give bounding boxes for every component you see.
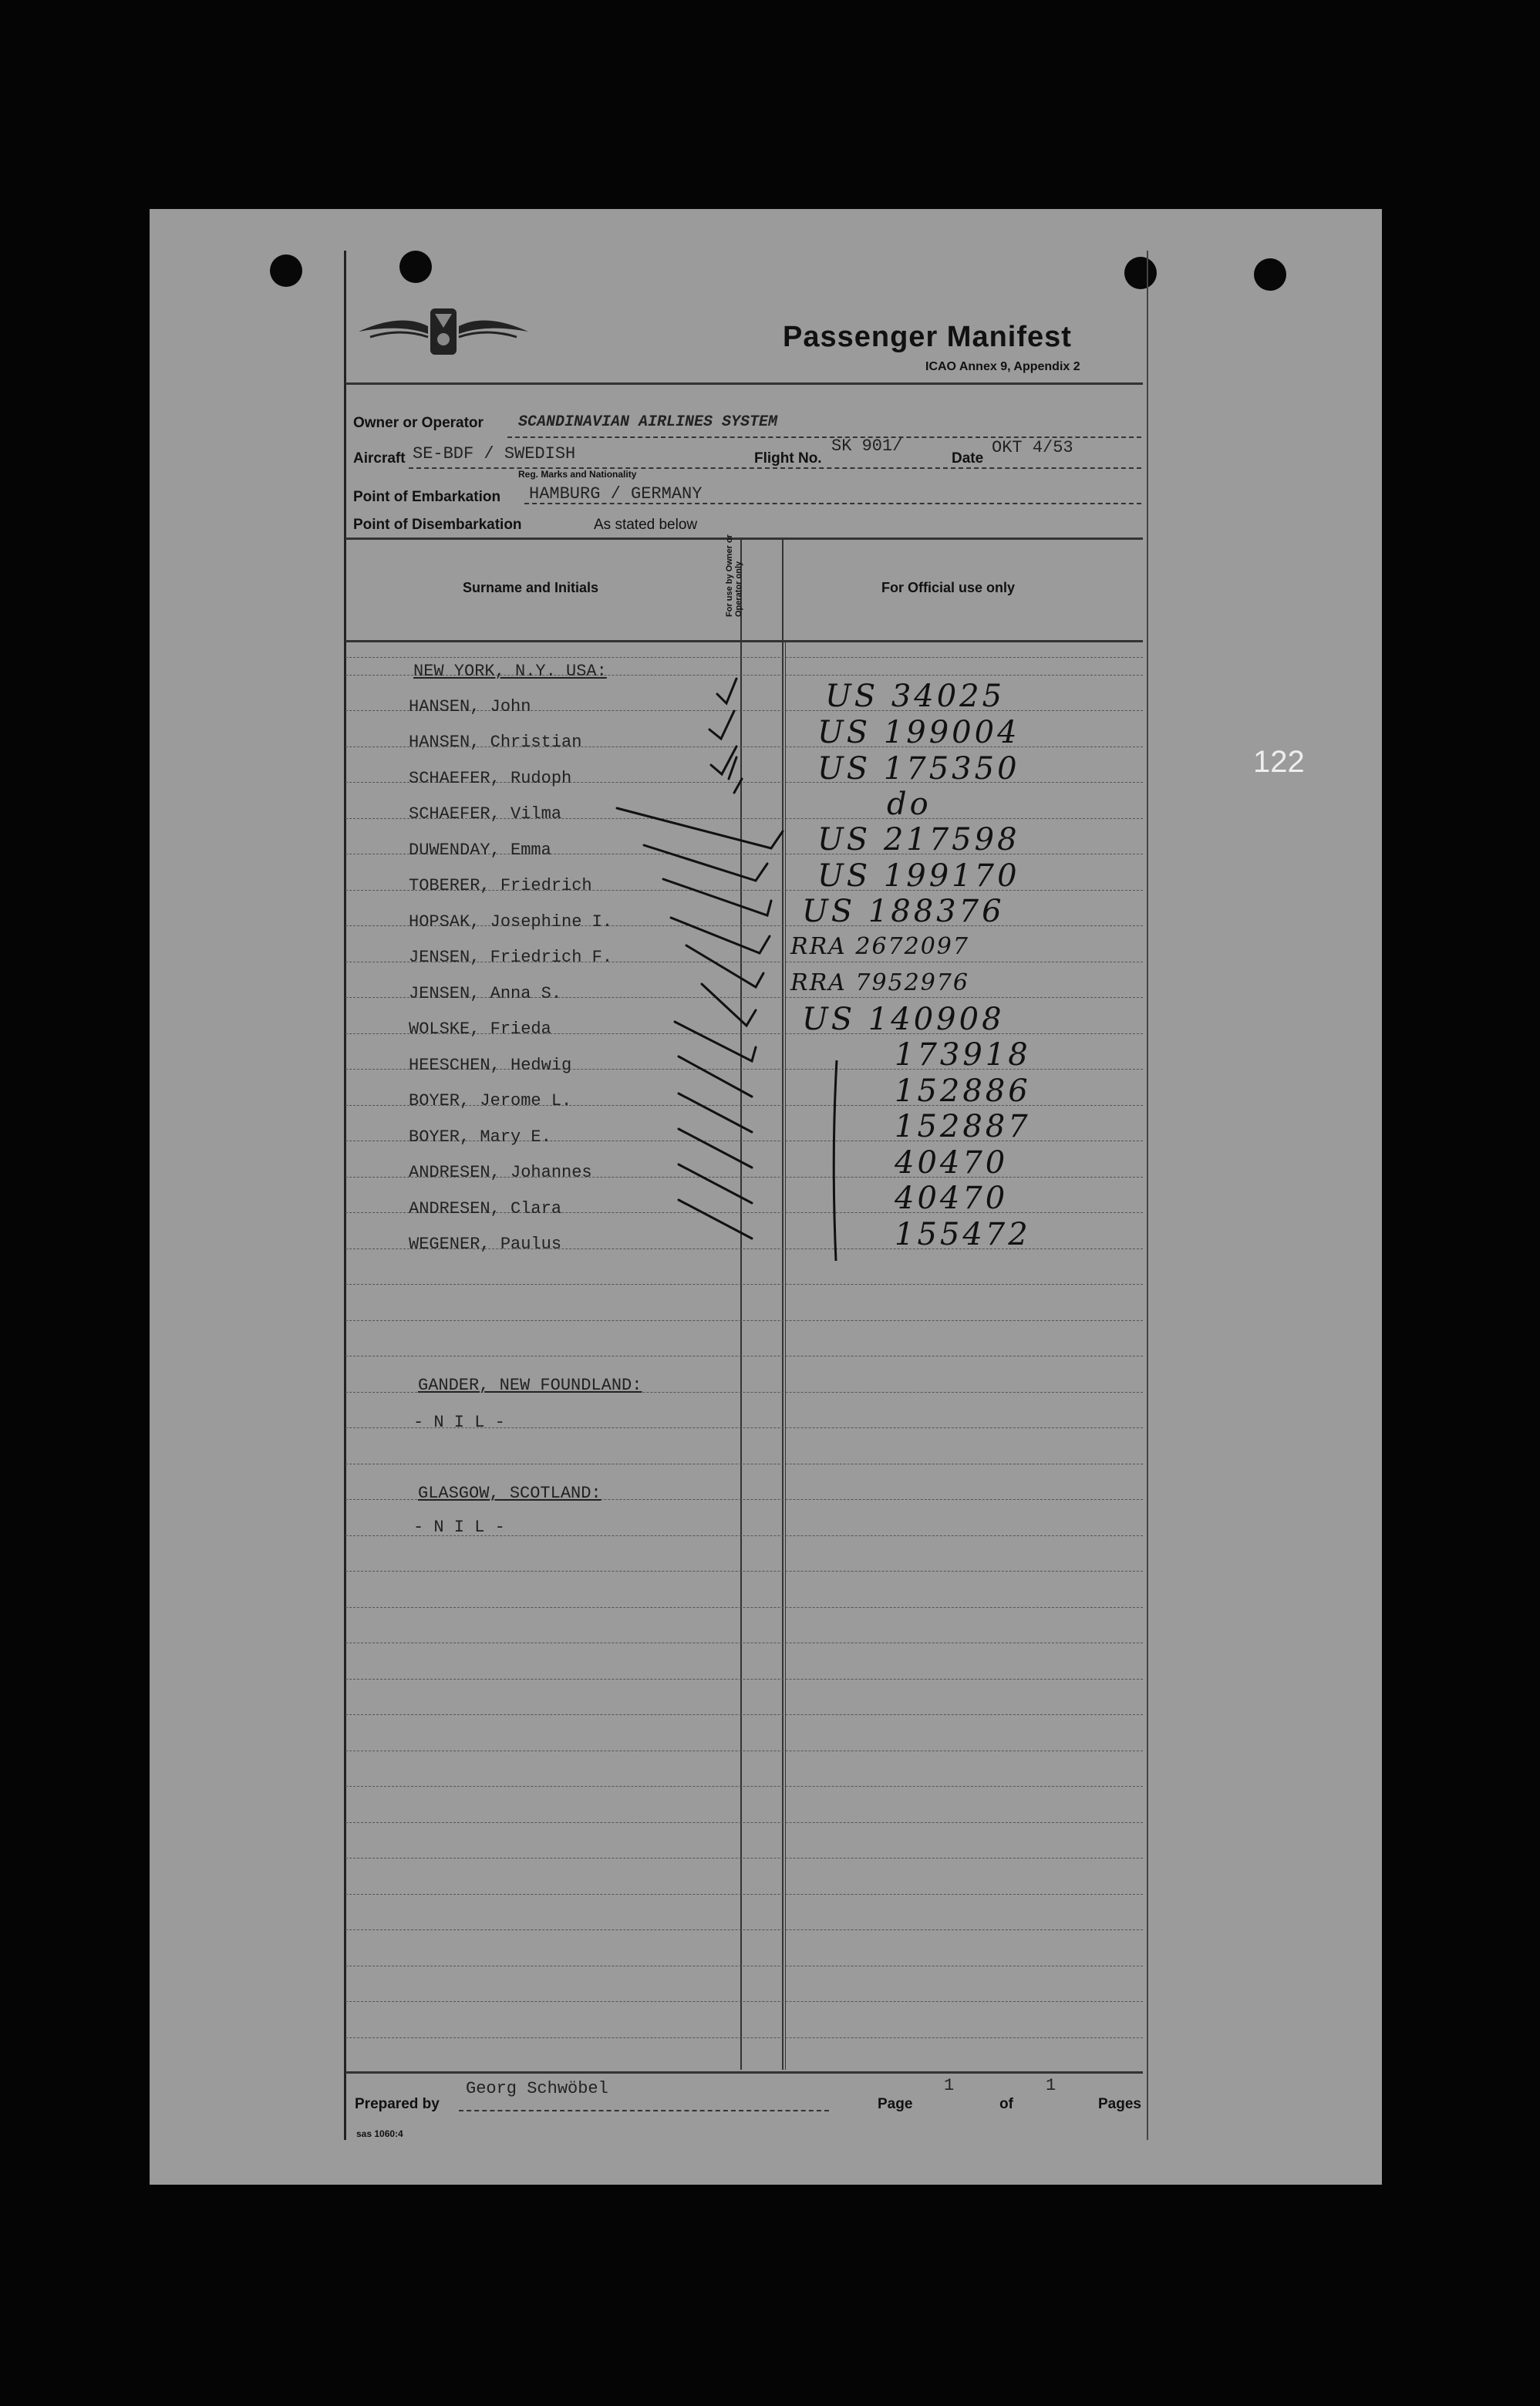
stop-value: - N I L - bbox=[413, 1518, 505, 1537]
passenger-name: DUWENDAY, Emma bbox=[409, 841, 551, 860]
official-entry: US 199170 bbox=[817, 858, 1020, 894]
disembark-value: As stated below bbox=[594, 517, 698, 533]
passenger-name: TOBERER, Friedrich bbox=[409, 876, 592, 895]
embark-line bbox=[524, 503, 1141, 504]
page-label: Page bbox=[878, 2096, 913, 2112]
stop-heading: GANDER, NEW FOUNDLAND: bbox=[418, 1376, 642, 1395]
passenger-name: HEESCHEN, Hedwig bbox=[409, 1056, 572, 1075]
official-entry: US 140908 bbox=[802, 1002, 1005, 1037]
official-entry: do bbox=[887, 787, 932, 822]
airline-logo bbox=[355, 297, 532, 374]
row-rule bbox=[345, 1320, 1143, 1321]
official-entry: 40470 bbox=[895, 1181, 1009, 1216]
of-label: of bbox=[999, 2096, 1013, 2112]
punch-hole bbox=[1254, 258, 1286, 291]
official-entry: 173918 bbox=[895, 1037, 1031, 1073]
disembark-label: Point of Disembarkation bbox=[353, 517, 522, 533]
passenger-name: BOYER, Jerome L. bbox=[409, 1091, 572, 1110]
flight-label: Flight No. bbox=[754, 450, 822, 467]
form-code: sas 1060:4 bbox=[356, 2128, 403, 2139]
passenger-name: HANSEN, John bbox=[409, 697, 531, 716]
row-rule bbox=[345, 2037, 1143, 2038]
prepared-value: Georg Schwöbel bbox=[466, 2079, 608, 2098]
official-entry: RRA 7952976 bbox=[790, 969, 969, 996]
table-top-rule bbox=[345, 537, 1143, 540]
row-rule bbox=[345, 1894, 1143, 1895]
row-rule bbox=[345, 1786, 1143, 1787]
row-rule bbox=[345, 1571, 1143, 1572]
official-entry: 40470 bbox=[895, 1145, 1009, 1181]
passenger-name: BOYER, Mary E. bbox=[409, 1127, 551, 1147]
official-entry: US 217598 bbox=[817, 822, 1020, 858]
row-rule bbox=[345, 1822, 1143, 1823]
prepared-line bbox=[459, 2110, 829, 2111]
col-name-header: Surname and Initials bbox=[463, 580, 599, 595]
reg-note: Reg. Marks and Nationality bbox=[518, 469, 637, 480]
embark-label: Point of Embarkation bbox=[353, 489, 501, 505]
passenger-name: WOLSKE, Frieda bbox=[409, 1019, 551, 1039]
passenger-name: ANDRESEN, Johannes bbox=[409, 1163, 592, 1182]
punch-hole bbox=[270, 254, 302, 287]
row-rule bbox=[345, 1284, 1143, 1285]
official-entry: US 175350 bbox=[817, 751, 1020, 787]
date-label: Date bbox=[952, 450, 984, 467]
official-entry: 152887 bbox=[895, 1109, 1031, 1144]
flight-value: SK 901/ bbox=[831, 436, 903, 456]
owner-label: Owner or Operator bbox=[353, 415, 484, 431]
row-rule bbox=[345, 1607, 1143, 1608]
check-marks bbox=[339, 640, 802, 1257]
passenger-name: SCHAEFER, Rudoph bbox=[409, 769, 572, 788]
col-owner-header: For use by Owner or Operator only bbox=[725, 534, 743, 617]
passenger-name: JENSEN, Friedrich F. bbox=[409, 948, 613, 967]
official-entry: RRA 2672097 bbox=[790, 933, 969, 960]
col-official-header: For Official use only bbox=[881, 580, 1016, 595]
stop-value: - N I L - bbox=[413, 1413, 505, 1432]
passenger-name: JENSEN, Anna S. bbox=[409, 984, 562, 1003]
aircraft-label: Aircraft bbox=[353, 450, 406, 467]
owner-value: SCANDINAVIAN AIRLINES SYSTEM bbox=[518, 413, 778, 431]
stop-heading: GLASGOW, SCOTLAND: bbox=[418, 1484, 602, 1503]
ditto-bracket bbox=[825, 1056, 848, 1265]
official-entry: US 199004 bbox=[817, 715, 1020, 750]
of-value: 1 bbox=[1046, 2076, 1056, 2095]
prepared-label: Prepared by bbox=[355, 2096, 440, 2112]
header-rule bbox=[345, 382, 1143, 385]
passenger-name: HANSEN, Christian bbox=[409, 733, 582, 752]
row-rule bbox=[345, 2001, 1143, 2002]
footer-rule bbox=[345, 2071, 1143, 2074]
date-value: OKT 4/53 bbox=[992, 438, 1073, 457]
row-rule bbox=[345, 1714, 1143, 1715]
official-entry: US 34025 bbox=[825, 679, 1006, 714]
manifest-subtitle: ICAO Annex 9, Appendix 2 bbox=[925, 360, 1080, 373]
row-rule bbox=[345, 1679, 1143, 1680]
row-rule bbox=[345, 1929, 1143, 1930]
passenger-name: SCHAEFER, Vilma bbox=[409, 804, 562, 824]
aircraft-line bbox=[409, 467, 1141, 469]
official-entry: 152886 bbox=[895, 1073, 1031, 1109]
official-entry: 155472 bbox=[895, 1217, 1031, 1252]
manifest-title: Passenger Manifest bbox=[783, 321, 1072, 353]
page-value: 1 bbox=[944, 2076, 955, 2095]
passenger-name: WEGENER, Paulus bbox=[409, 1235, 562, 1254]
aircraft-value: SE-BDF / SWEDISH bbox=[413, 444, 576, 463]
archive-page-number: 122 bbox=[1253, 745, 1305, 779]
embark-value: HAMBURG / GERMANY bbox=[529, 484, 703, 504]
passenger-name: HOPSAK, Josephine I. bbox=[409, 912, 613, 932]
destination-heading: NEW YORK, N.Y. USA: bbox=[413, 662, 607, 681]
pages-label: Pages bbox=[1098, 2096, 1141, 2112]
passenger-name: ANDRESEN, Clara bbox=[409, 1199, 562, 1218]
official-entry: US 188376 bbox=[802, 894, 1005, 929]
